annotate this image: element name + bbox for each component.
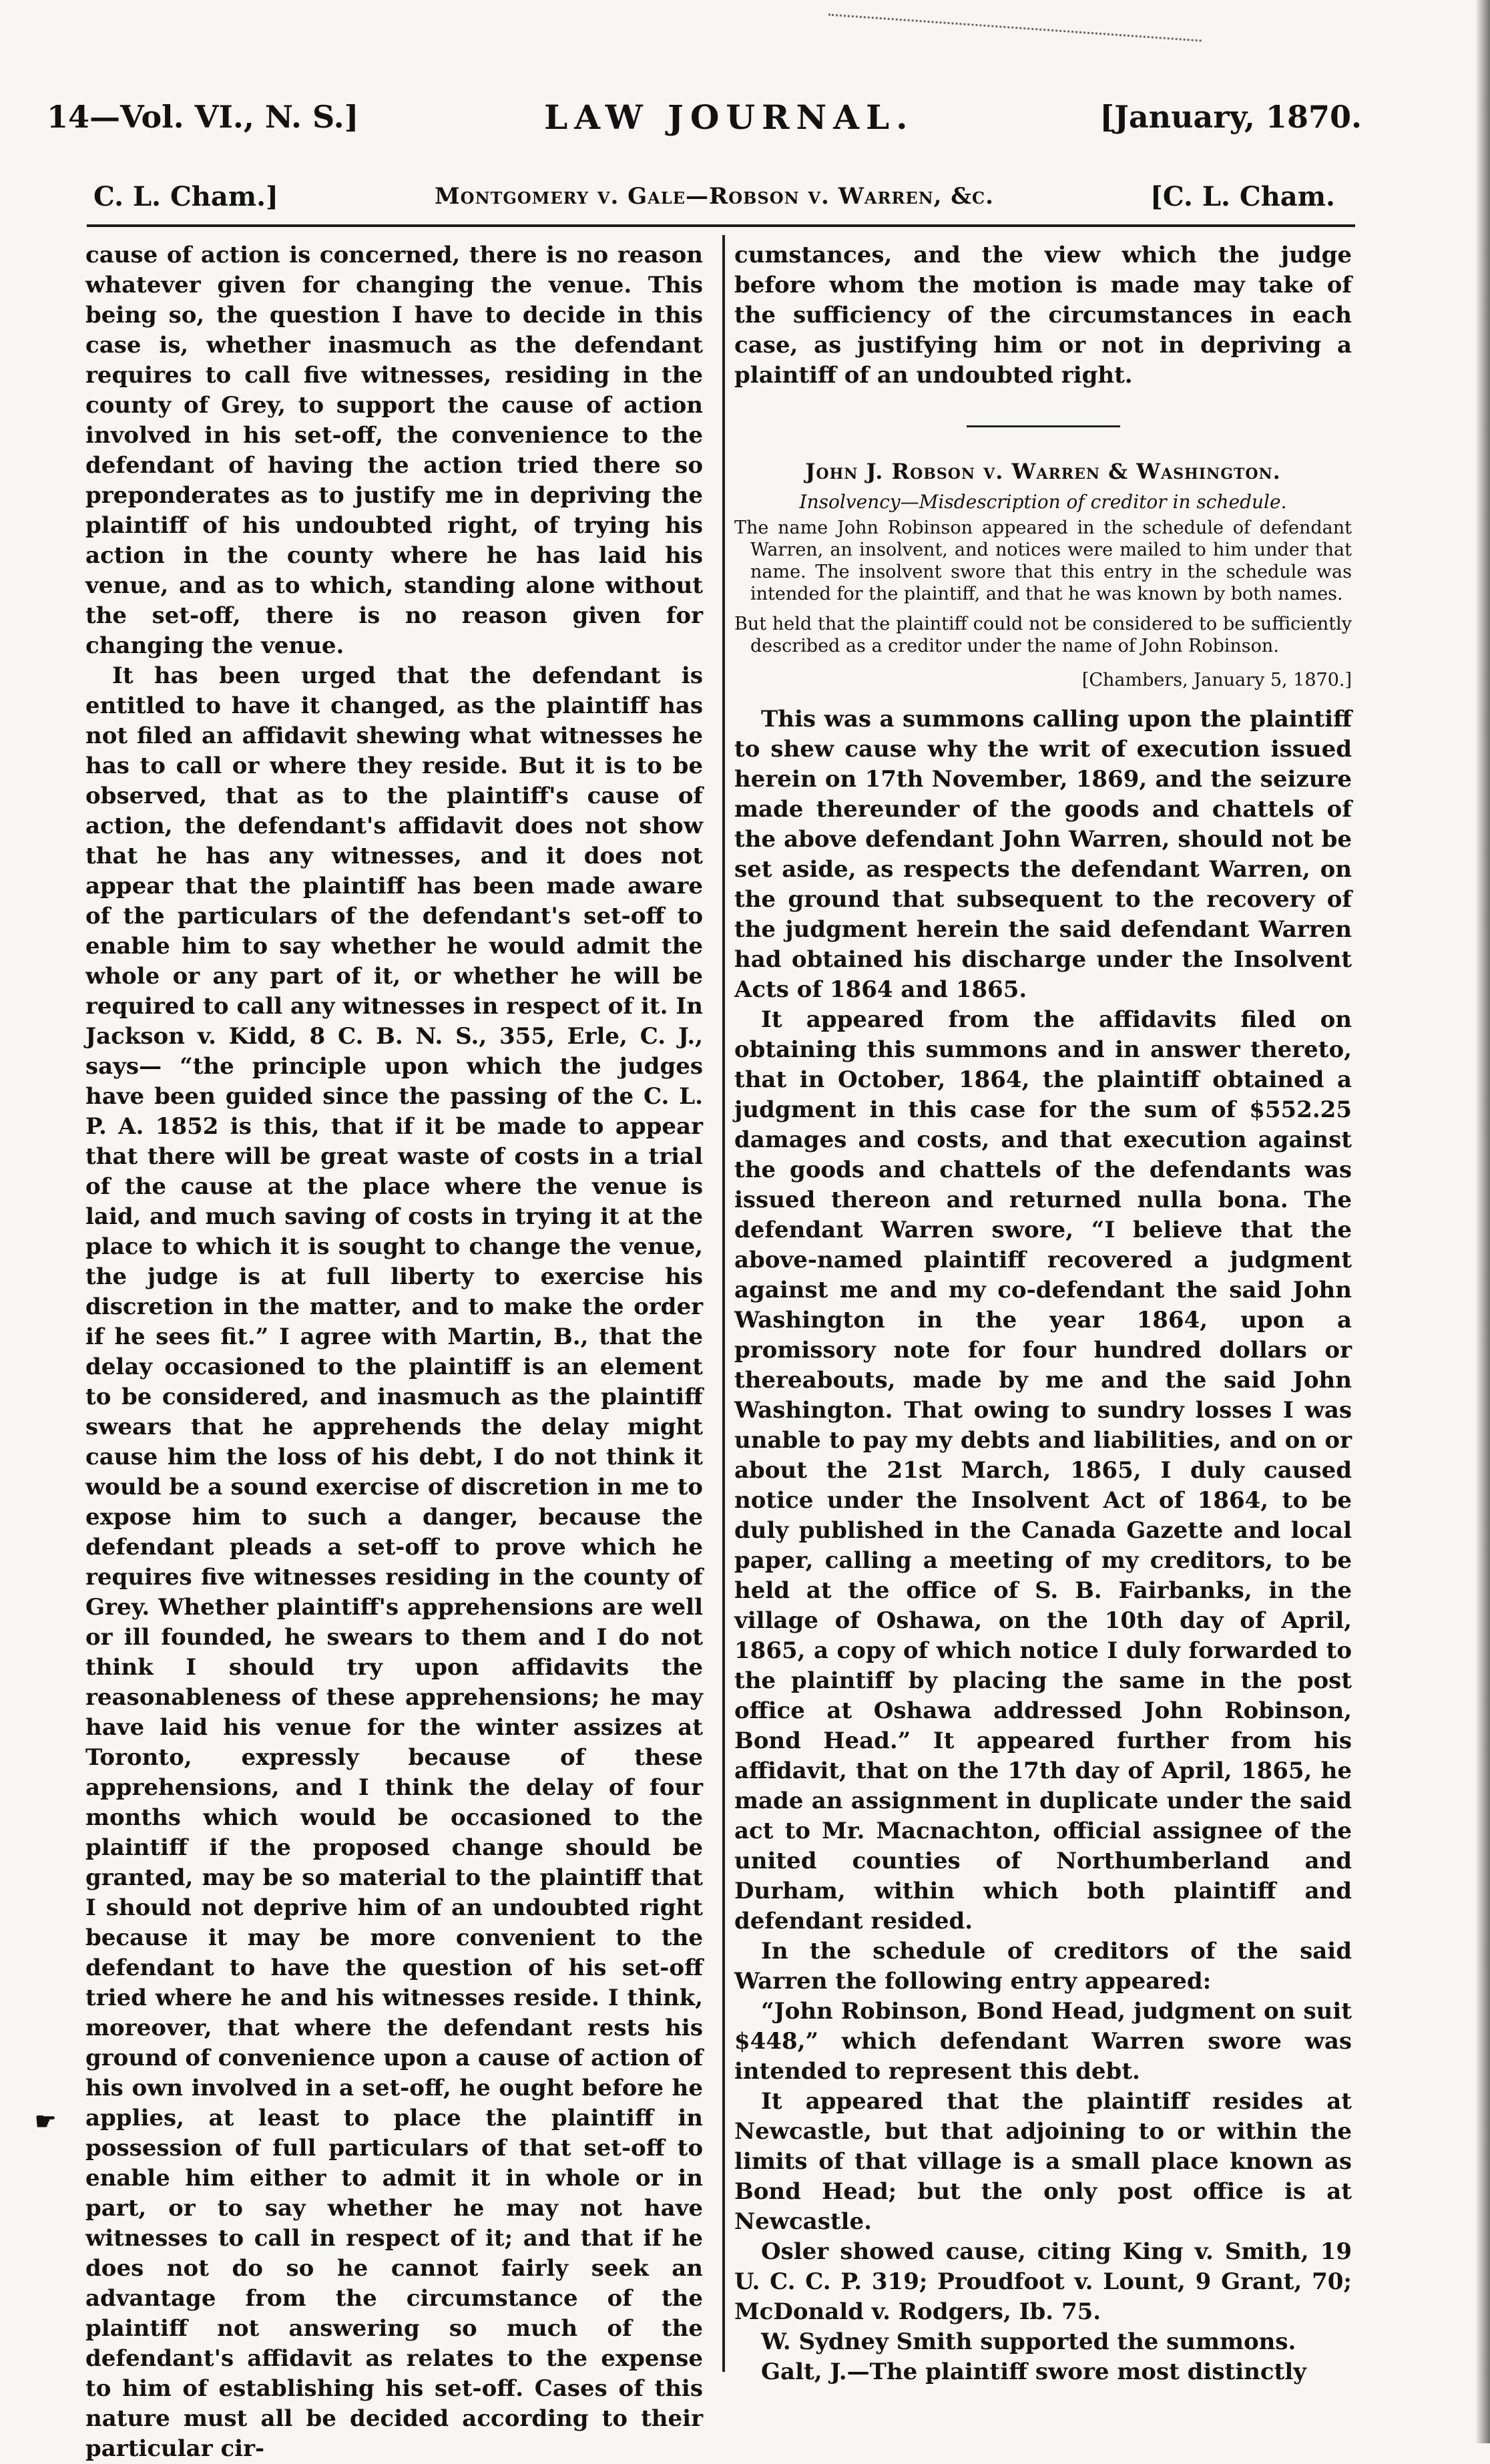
- dateline: [Chambers, January 5, 1870.]: [1081, 670, 1352, 690]
- case-header: [93, 175, 1335, 218]
- hand-marker-icon: ☛: [35, 2107, 57, 2135]
- paragraph: Galt, J.—The plaintiff swore most distinctly: [761, 2358, 1306, 2385]
- journal-title: LAW JOURNAL.: [544, 97, 915, 137]
- paragraph: In the schedule of creditors of the said Warren the following entry appeared:: [734, 1938, 1352, 1995]
- case-title: John J. Robson v. Warren & Washington.: [805, 459, 1281, 484]
- header-rule: [87, 224, 1355, 227]
- page-edge-shadow: [1475, 0, 1490, 2443]
- headnote: The name John Robinson appeared in the schedule of defendant Warren, an insolvent, and notices were mailed to him under that name. The insolvent swore that this entry in the schedule was intended for the plaintiff, and that he was known by both names.: [734, 518, 1352, 604]
- column-divider: [722, 235, 725, 2372]
- paragraph: Osler showed cause, citing King v. Smith, 19 U. C. C. P. 319; Proudfoot v. Lount, 9 Grant, 70; McDonald v. Rodgers, Ib. 75.: [734, 2238, 1352, 2325]
- case-names: Montgomery v. Gale—Robson v. Warren, &c.: [435, 183, 994, 210]
- headnote: But held that the plaintiff could not be considered to be sufficiently described as a creditor under the name of John Robinson.: [734, 614, 1352, 656]
- case-subject: Insolvency—Misdescription of creditor in schedule.: [799, 491, 1287, 513]
- running-header: [47, 90, 1362, 144]
- issue-date: [January, 1870.: [1099, 99, 1362, 135]
- paragraph: It has been urged that the defendant is entitled to have it changed, as the plaintiff has not filed an affidavit shewing what witnesses he has to call or where they reside. But it is to be observed, that as to the plaintiff's cause of action, the defendant's affidavit does not show that he has any witnesses, and it does not appear that the plaintiff has been made aware of the particulars of the defendant's set-off to enable him to say whether he would admit the whole or any part of it, or whether he will be required to call any witnesses in respect of it. In Jackson v. Kidd, 8 C. B. N. S., 355, Erle, C. J., says— “the principle upon which the judges have been guided since the passing of the C. L. P. A. 1852 is this, that if it be made to appear that there will be great waste of costs in a trial of the cause at the place where the venue is laid, and much saving of costs in trying it at the place to which it is sought to change the venue, the judge is at full liberty to exercise his discretion in the matter, and to make the order if he sees fit.” I agree with Martin, B., that the delay occasioned to the plaintiff is an element to be considered, and inasmuch as the plaintiff swears that he apprehends the delay might cause him the loss of his debt, I do not think it would be a sound exercise of discretion in me to expose him to such a danger, because the defendant pleads a set-off to prove which he requires five witnesses residing in the county of Grey. Whether plaintiff's apprehensions are well or ill founded, he swears to them and I do not think I should try upon affidavits the reasonableness of these apprehensions; he may have laid his venue for the winter assizes at Toronto, expressly because of these apprehensions, and I think the delay of four months which would be occasioned to the plaintiff if the proposed change should be granted, may be so material to the plaintiff that I should not deprive him of an undoubted right because it may be more convenient to the defendant to have the question of his set-off tried where he and his witnesses reside. I think, moreover, that where the defendant rests his ground of convenience upon a cause of action of his own involved in a set-off, he ought before he applies, at least to place the plaintiff in possession of full particulars of that set-off to enable him either to admit it in whole or in part, or to say whether he may not have witnesses to call in respect of it; and that if he does not do so he cannot fairly seek an advantage from the circumstance of the plaintiff not answering so much of the defendant's affidavit as relates to the expense to him of establishing his set-off. Cases of this nature must all be decided according to their particular cir-: [85, 662, 703, 2462]
- paragraph: “John Robinson, Bond Head, judgment on suit $448,” which defendant Warren swore was intended to represent this debt.: [734, 1998, 1352, 2085]
- scan-speck: [828, 13, 1201, 47]
- court-right: [C. L. Cham.: [1150, 180, 1335, 212]
- right-column: [734, 240, 1352, 2387]
- paragraph: cumstances, and the view which the judge before whom the motion is made may take of the sufficiency of the circumstances in each case, as justifying him or not in depriving a plaintiff of an undoubted right.: [734, 242, 1352, 389]
- court-left: C. L. Cham.]: [93, 180, 278, 212]
- left-column: [85, 240, 703, 2464]
- paragraph: This was a summons calling upon the plaintiff to shew cause why the writ of execution issued herein on 17th November, 1869, and the seizure made thereunder of the goods and chattels of the above defendant John Warren, should not be set aside, as respects the defendant Warren, on the ground that subsequent to the recovery of the judgment herein the said defendant Warren had obtained his discharge under the Insolvent Acts of 1864 and 1865.: [734, 706, 1352, 1003]
- section-rule: [967, 425, 1120, 427]
- paragraph: It appeared that the plaintiff resides at Newcastle, but that adjoining to or within the limits of that village is a small place known as Bond Head; but the only post office is at Newcastle.: [734, 2088, 1352, 2235]
- paragraph: It appeared from the affidavits filed on obtaining this summons and in answer thereto, that in October, 1864, the plaintiff obtained a judgment in this case for the sum of $552.25 damages and costs, and that execution against the goods and chattels of the defendants was issued thereon and returned nulla bona. The defendant Warren swore, “I believe that the above-named plaintiff recovered a judgment against me and my co-defendant the said John Washington in the year 1864, upon a promissory note for four hundred dollars or thereabouts, made by me and the said John Washington. That owing to sundry losses I was unable to pay my debts and liabilities, and on or about the 21st March, 1865, I duly caused notice under the Insolvent Act of 1864, to be duly published in the Canada Gazette and local paper, calling a meeting of my creditors, to be held at the office of S. B. Fairbanks, in the village of Oshawa, on the 10th day of April, 1865, a copy of which notice I duly forwarded to the plaintiff by placing the same in the post office at Oshawa addressed John Robinson, Bond Head.” It appeared further from his affidavit, that on the 17th day of April, 1865, he made an assignment in duplicate under the said act to Mr. Macnachton, official assignee of the united counties of Northumberland and Durham, within which both plaintiff and defendant resided.: [734, 1006, 1352, 1934]
- paragraph: W. Sydney Smith supported the summons.: [761, 2328, 1296, 2355]
- paragraph: cause of action is concerned, there is no reason whatever given for changing the venue. This being so, the question I have to decide in this case is, whether inasmuch as the defendant requires to call five witnesses, residing in the county of Grey, to support the cause of action involved in his set-off, the convenience to the defendant of having the action tried there so preponderates as to justify me in depriving the plaintiff of his undoubted right, of trying his action in the county where he has laid his venue, and as to which, standing alone without the set-off, there is no reason given for changing the venue.: [85, 242, 703, 659]
- volume-label: 14—Vol. VI., N. S.]: [47, 99, 359, 135]
